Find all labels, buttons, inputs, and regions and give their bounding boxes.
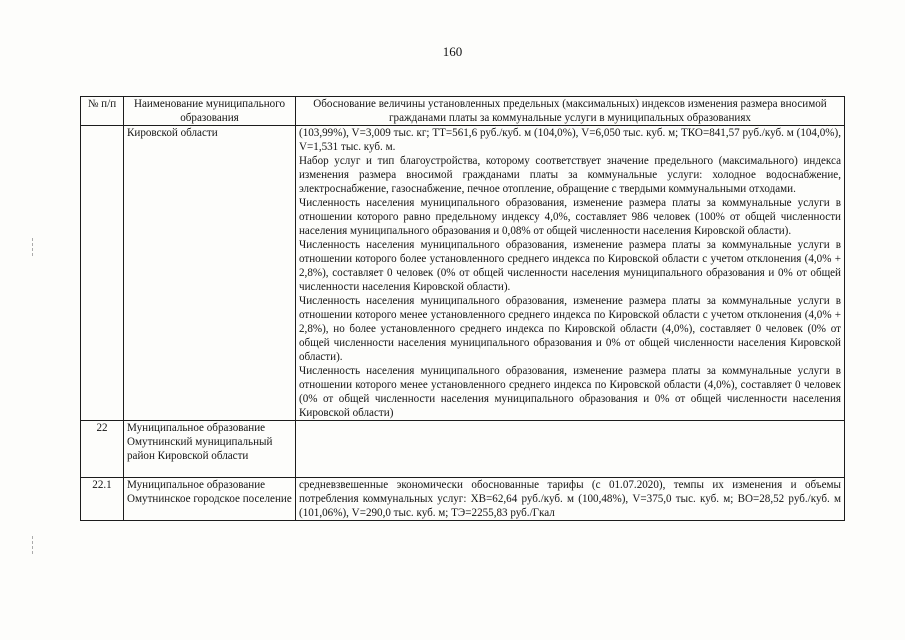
scan-edge-mark: [32, 238, 37, 256]
municipality-name: Муниципальное образование Омутнинское городское поселение: [124, 478, 296, 521]
row-number: 22.1: [81, 478, 124, 521]
scan-edge-mark: [32, 536, 37, 554]
table-row: [81, 421, 845, 478]
justification-cell: [296, 126, 845, 421]
table-body: [81, 126, 845, 521]
justification-paragraph: Набор услуг и тип благоустройства, которому соответствует значение предельного (максимального) индекса изменения размера вносимой гражданами платы за коммунальные услуги: холодное водоснабжение, электроснабжение, газоснабжение, печное отопление, обращение с твердыми коммунальными отходами.: [299, 155, 841, 195]
tariff-justification-table: [80, 96, 845, 521]
header-number: № п/п: [81, 97, 124, 126]
row-number: 22: [81, 421, 124, 478]
justification-cell: [296, 478, 845, 521]
justification-cell: [296, 421, 845, 478]
table-row: [81, 478, 845, 521]
header-justification: Обоснование величины установленных предельных (максимальных) индексов изменения размера вносимой гражданами платы за коммунальные услуги в муниципальных образованиях: [296, 97, 845, 126]
justification-paragraph: средневзвешенные экономически обоснованные тарифы (с 01.07.2020), темпы их изменения и объемы потребления коммунальных услуг: ХВ=62,64 руб./куб. м (100,48%), V=375,0 тыс. куб. м; ВО=28,52 руб./куб. м (101,06%), V=290,0 тыс. куб. м; ТЭ=2255,83 руб./Гкал: [299, 479, 841, 519]
table-row: [81, 126, 845, 421]
row-number: [81, 126, 124, 421]
municipality-name: Муниципальное образование Омутнинский муниципальный район Кировской области: [124, 421, 296, 478]
justification-paragraph: Численность населения муниципального образования, изменение размера платы за коммунальные услуги в отношении которого менее установленного среднего индекса по Кировской области (4,0%), составляет 0 человек (0% от общей численности населения муниципального образования и 0% от общей численности населения Кировской области): [299, 365, 841, 419]
page-number: 160: [442, 44, 463, 59]
municipality-name: Кировской области: [124, 126, 296, 421]
justification-paragraph: Численность населения муниципального образования, изменение размера платы за коммунальные услуги в отношении которого более установленного среднего индекса по Кировской области с учетом отклонения (4,0% + 2,8%), составляет 0 человек (0% от общей численности населения муниципального образования и 0% от общей численности населения Кировской области).: [299, 239, 841, 293]
header-municipality: Наименование муниципального образования: [124, 97, 296, 126]
table-header-row: [81, 97, 845, 126]
justification-paragraph: (103,99%), V=3,009 тыс. кг; ТТ=561,6 руб./куб. м (104,0%), V=6,050 тыс. куб. м; ТКО=841,57 руб./куб. м (104,0%), V=1,531 тыс. куб. м.: [299, 127, 841, 153]
justification-paragraph: Численность населения муниципального образования, изменение размера платы за коммунальные услуги в отношении которого равно предельному индексу 4,0%, составляет 986 человек (100% от общей численности населения муниципального образования и 0,08% от общей численности населения Кировской области).: [299, 197, 841, 237]
justification-paragraph: Численность населения муниципального образования, изменение размера платы за коммунальные услуги в отношении которого менее установленного среднего индекса по Кировской области с учетом отклонения (4,0% + 2,8%), но более установленного среднего индекса по Кировской области (4,0%), составляет 0 человек (0% от общей численности населения муниципального образования и 0% от общей численности населения Кировской области).: [299, 295, 841, 363]
